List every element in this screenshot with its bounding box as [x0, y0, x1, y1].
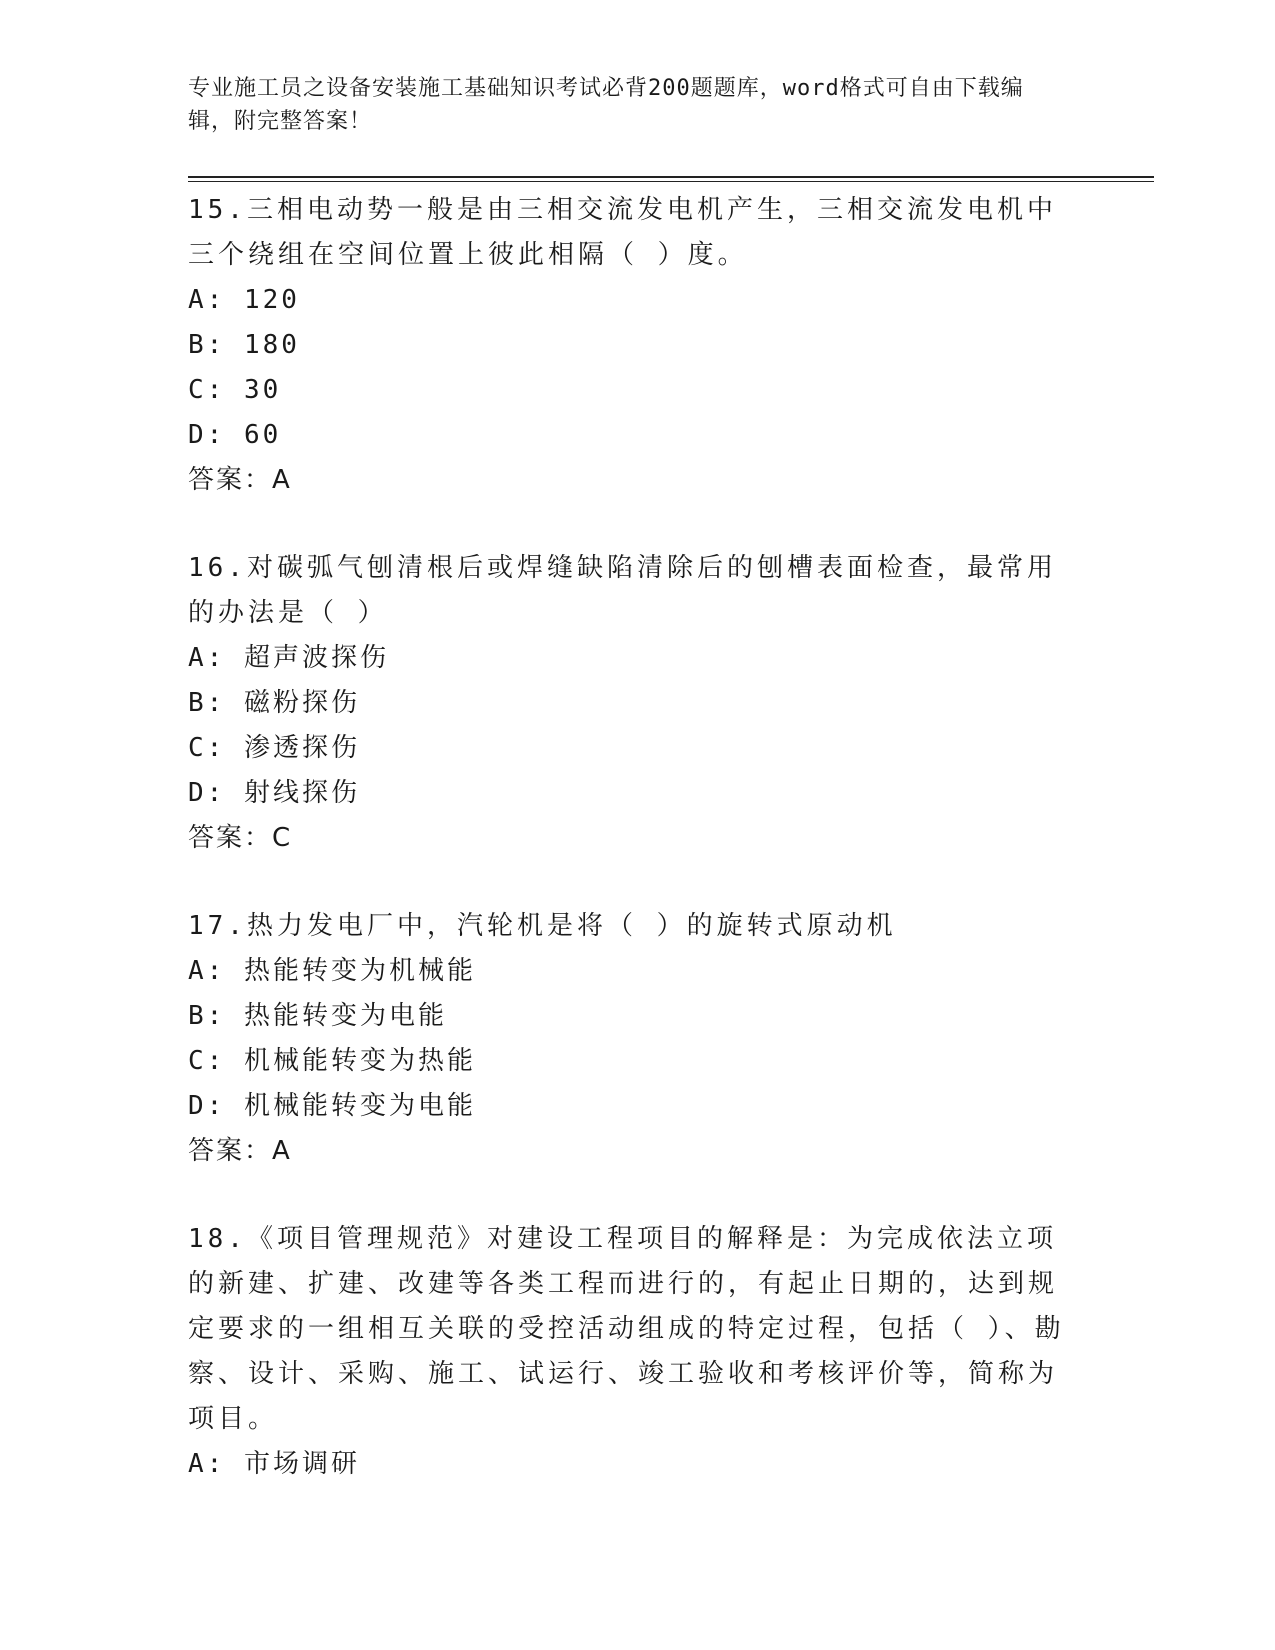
option-c: C: 机械能转变为热能 — [188, 1046, 476, 1076]
question-list — [188, 188, 1068, 1530]
question-text: 16.对碳弧气刨清根后或焊缝缺陷清除后的刨槽表面检查，最常用的办法是（ ） — [188, 553, 1057, 628]
question-item — [188, 1217, 1068, 1487]
option-d: D: 60 — [188, 420, 282, 450]
option-c: C: 30 — [188, 375, 282, 405]
document-header — [188, 72, 1068, 138]
answer-line: 答案：A — [188, 465, 292, 495]
header-divider — [188, 176, 1154, 182]
answer-line: 答案：A — [188, 1136, 292, 1166]
question-text: 17.热力发电厂中，汽轮机是将（ ）的旋转式原动机 — [188, 911, 897, 941]
header-title: 专业施工员之设备安装施工基础知识考试必背200题题库，word格式可自由下载编辑，附完整答案！ — [188, 76, 1024, 134]
option-a: A: 市场调研 — [188, 1449, 360, 1479]
option-b: B: 180 — [188, 330, 300, 360]
option-a: A: 热能转变为机械能 — [188, 956, 476, 986]
option-b: B: 热能转变为电能 — [188, 1001, 447, 1031]
question-text: 18.《项目管理规范》对建设工程项目的解释是：为完成依法立项的新建、扩建、改建等各类工程而进行的，有起止日期的，达到规定要求的一组相互关联的受控活动组成的特定过程，包括（ ）、勘察、设计、采购、施工、试运行、竣工验收和考核评价等，简称为项目。 — [188, 1224, 1065, 1434]
option-a: A: 超声波探伤 — [188, 643, 389, 673]
question-item — [188, 188, 1068, 503]
question-item — [188, 904, 1068, 1174]
question-text: 15.三相电动势一般是由三相交流发电机产生，三相交流发电机中三个绕组在空间位置上彼此相隔（ ）度。 — [188, 195, 1057, 270]
question-item — [188, 546, 1068, 861]
answer-line: 答案：C — [188, 823, 293, 853]
option-d: D: 射线探伤 — [188, 778, 360, 808]
option-d: D: 机械能转变为电能 — [188, 1091, 476, 1121]
option-a: A: 120 — [188, 285, 300, 315]
option-c: C: 渗透探伤 — [188, 733, 360, 763]
option-b: B: 磁粉探伤 — [188, 688, 360, 718]
